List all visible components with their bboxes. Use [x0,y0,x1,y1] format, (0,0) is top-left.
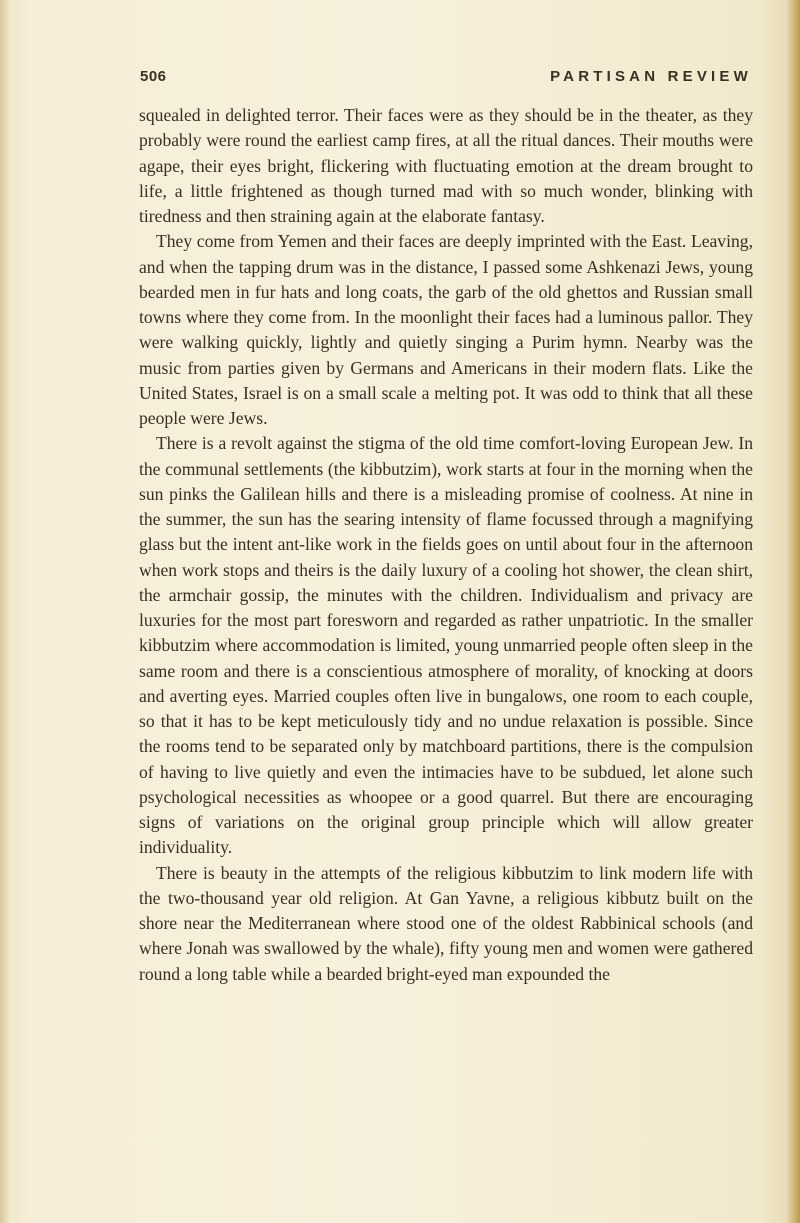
page-number: 506 [140,68,167,85]
page-edge [786,0,800,1223]
journal-title: PARTISAN REVIEW [550,68,752,85]
body-text [139,103,753,987]
gutter-shadow [0,0,10,1223]
paragraph-4: There is beauty in the attempts of the religious kibbutzim to link modern life with the two-thousand year old religion. At Gan Yavne, a religious kibbutz built on the shore near the Mediterranean where stood one of the oldest Rabbinical schools (and where Jonah was swallowed by the whale), fifty young men and women were gathered round a long table while a bearded bright-eyed man expounded the [139,862,753,984]
running-head [140,68,752,90]
paragraph-3: There is a revolt against the stigma of the old time comfort-loving European Jew. In the communal settlements (the kibbutzim), work starts at four in the morning when the sun pinks the Galilean hills and there is a misleading promise of coolness. At nine in the summer, the sun has the searing intensity of flame focussed through a magnifying glass but the intent ant-like work in the fields goes on until about four in the afternoon when work stops and theirs is the daily luxury of a cooling hot shower, the clean shirt, the armchair gossip, the minutes with the children. Individualism and privacy are luxuries for the most part foresworn and regarded as rather unpatriotic. In the smaller kibbutzim where accommodation is limited, young unmarried people often sleep in the same room and there is a conscientious atmosphere of morality, of knocking at doors and averting eyes. Married couples often live in bungalows, one room to each couple, so that it has to be kept meticulously tidy and no undue relaxation is possible. Since the rooms tend to be separated only by matchboard partitions, there is the compulsion of having to live quietly and even the intimacies have to be subdued, let alone such psychological necessities as whoopee or a good quarrel. But there are encouraging signs of variations on the original group principle which will allow greater individuality. [139,433,753,858]
paragraph-1: squealed in delighted terror. Their faces were as they should be in the theater, as they probably were round the earliest camp fires, at all the ritual dances. Their mouths were agape, their eyes bright, flickering with fluctuating emotion at the dream brought to life, a little frightened as though turned mad with so much wonder, blinking with tiredness and then straining again at the elaborate fantasy. [139,105,753,226]
paragraph-2: They come from Yemen and their faces are deeply imprinted with the East. Leaving, and when the tapping drum was in the distance, I passed some Ashkenazi Jews, young bearded men in fur hats and long coats, the garb of the old ghettos and Russian small towns where they come from. In the moonlight their faces had a luminous pallor. They were walking quickly, lightly and quietly singing a Purim hymn. Nearby was the music from parties given by Germans and Americans in their modern flats. Like the United States, Israel is on a small scale a melting pot. It was odd to think that all these people were Jews. [139,231,753,428]
